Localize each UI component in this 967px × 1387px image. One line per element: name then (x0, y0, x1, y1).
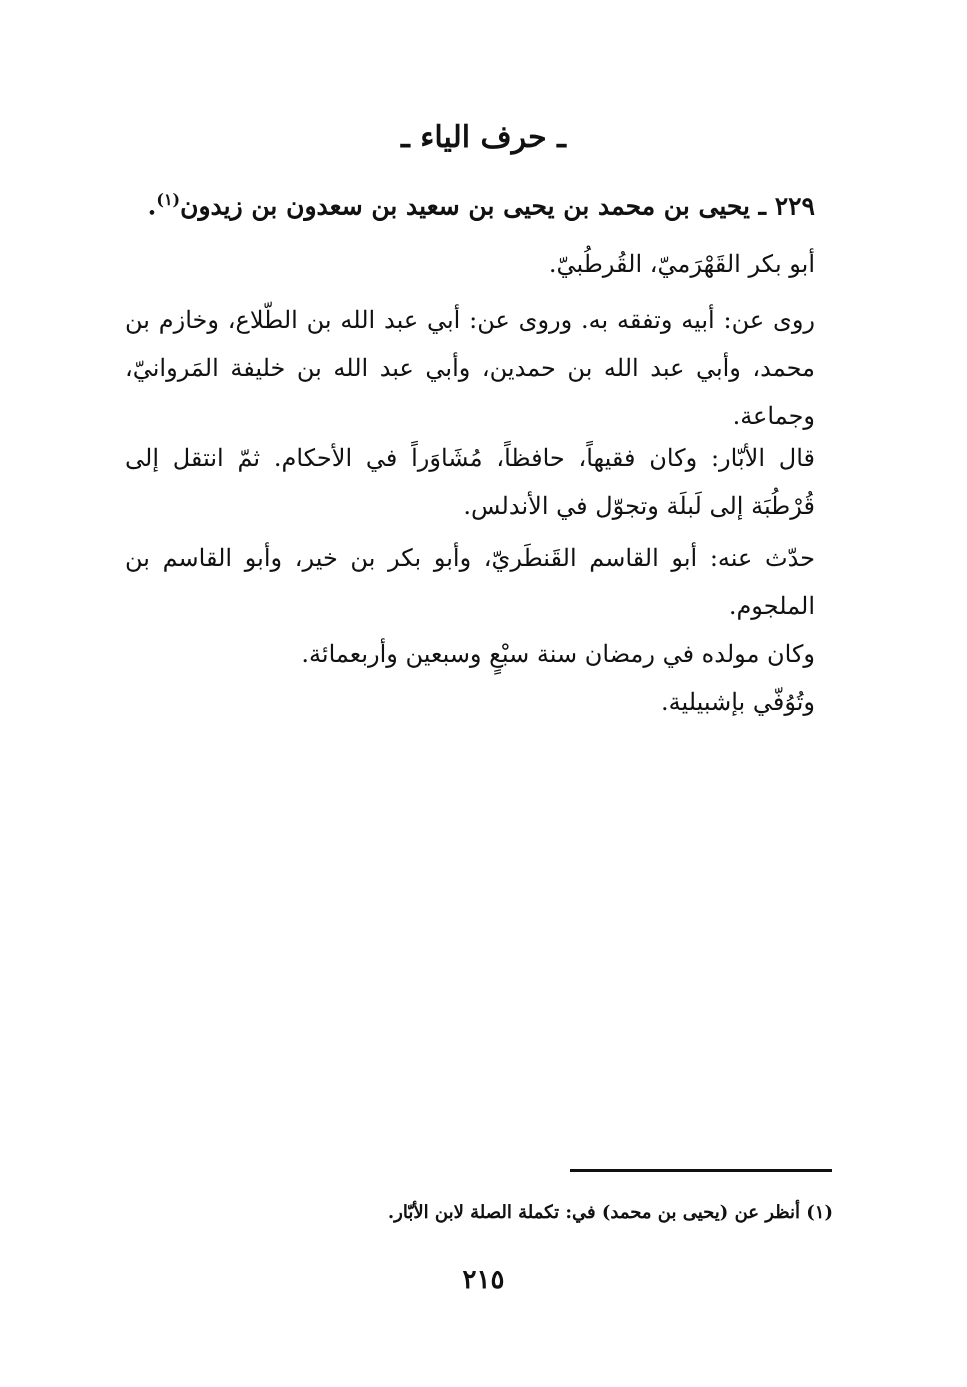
footnote: (١) أنظر عن (يحيى بن محمد) في: تكملة الصلة لابن الأبّار. (387, 1202, 833, 1223)
footnote-divider (570, 1169, 832, 1172)
entry-heading-end: . (147, 191, 157, 221)
entry-heading (125, 176, 815, 230)
entry-heading-text: ٢٢٩ ـ يحيى بن محمد بن يحيى بن سعيد بن سعدون بن زيدون (180, 191, 815, 221)
page-number: ٢١٥ (462, 1265, 505, 1295)
section-title: ـ حرف الياء ـ (401, 120, 566, 155)
paragraph-al-abbar-said: قال الأبّار: وكان فقيهاً، حافظاً، مُشَاوَراً في الأحكام. ثمّ انتقل إلى قُرْطُبَة إلى لَبلَة وتجوّل في الأندلس. (125, 444, 815, 520)
paragraph-death: وتُوُفّي بإشبيلية. (660, 688, 815, 716)
paragraph-narrated-from: روى عن: أبيه وتفقه به. وروى عن: أبي عبد الله بن الطّلاع، وخازم بن محمد، وأبي عبد الله بن حمدين، وأبي عبد الله بن خليفة المَروانيّ، وجماعة. (125, 306, 815, 430)
paragraph-birth: وكان مولده في رمضان سنة سبْعٍ وسبعين وأربعمائة. (301, 640, 815, 668)
paragraph-narrated-by: حدّث عنه: أبو القاسم القَنطَريّ، وأبو بكر بن خير، وأبو القاسم بن الملجوم. (125, 544, 815, 620)
footnote-reference: (١) (156, 190, 181, 209)
entry-kunya: أبو بكر القَهْرَميّ، القُرطُبيّ. (548, 250, 815, 278)
